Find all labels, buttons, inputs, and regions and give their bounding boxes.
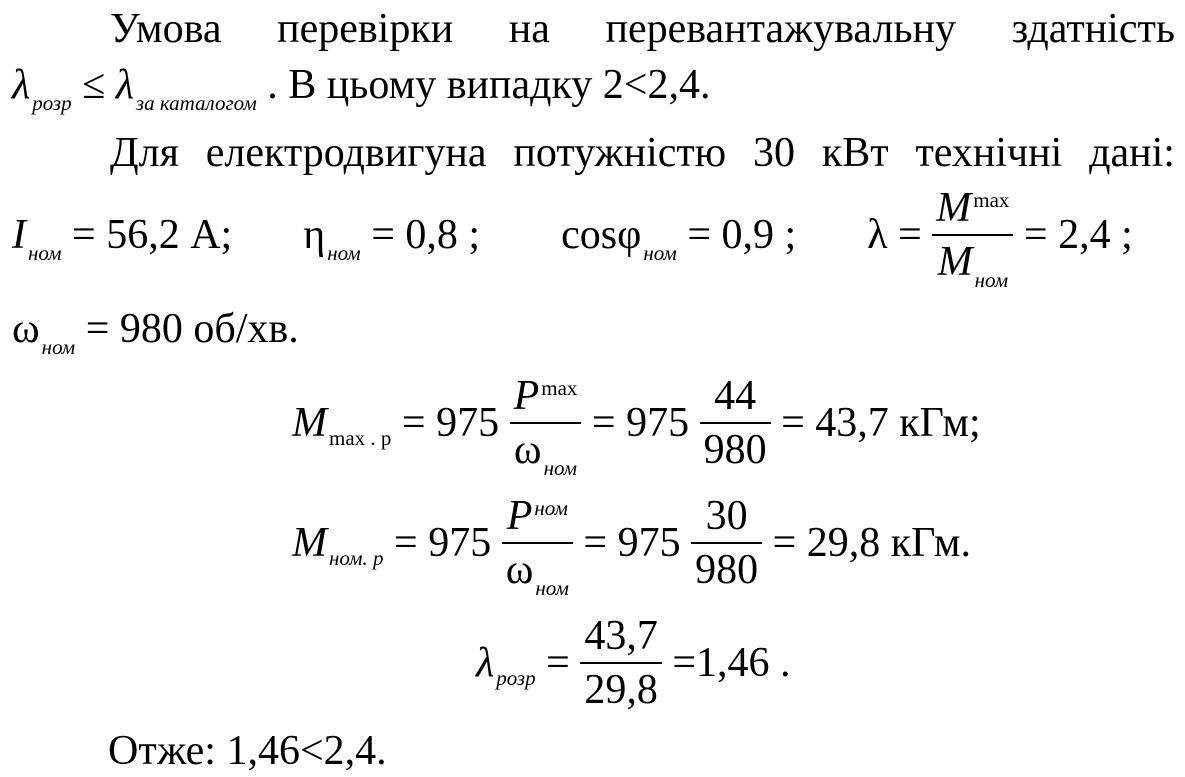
subscript-max: max <box>973 188 1010 212</box>
fraction-bar <box>700 422 771 424</box>
const-975: = 975 <box>591 400 690 447</box>
numerator: 43,7 <box>584 613 658 659</box>
power-symbol: P <box>513 373 540 419</box>
lambda-fraction <box>932 185 1013 293</box>
lambda-eq: λ = <box>867 212 933 259</box>
result: = 29,8 кГм. <box>772 520 971 567</box>
fraction-p-omega <box>510 373 582 481</box>
paragraph-2-line-1 <box>110 132 1175 174</box>
subscript-max-r: max . р <box>329 425 392 450</box>
const-975: = 975 <box>383 520 492 567</box>
leq-sign: ≤ <box>71 62 116 108</box>
fraction-bar <box>691 542 762 544</box>
omega-value: = 980 об/хв. <box>75 306 299 352</box>
word: перевірки <box>277 6 454 52</box>
word: перевантажувальну <box>605 6 957 52</box>
subscript-nom: ном <box>28 241 62 266</box>
word: потужністю <box>513 130 727 176</box>
result: = 43,7 кГм; <box>781 400 981 447</box>
word: здатність <box>1011 6 1175 52</box>
fraction-numeric <box>700 374 771 472</box>
moment-symbol: M <box>936 185 972 231</box>
lambda-value: = 2,4 ; <box>1023 212 1133 259</box>
fraction-bar <box>502 542 573 544</box>
moment-symbol: M <box>292 520 327 567</box>
word: Для <box>110 130 179 176</box>
subscript-nom: ном <box>543 456 578 481</box>
word: технічні <box>915 130 1063 176</box>
subscript-nom: ном <box>535 576 569 601</box>
equals-sign: = <box>535 640 581 687</box>
numerator: 30 <box>705 493 748 539</box>
subscript-rozr: розр <box>496 665 536 690</box>
cos-phi-symbol: cosφ <box>561 212 642 259</box>
paragraph-1-line-1 <box>110 8 1175 50</box>
current-value: = 56,2 А; <box>61 212 233 259</box>
conclusion: Отже: 1,46<2,4. <box>108 728 387 774</box>
efficiency-symbol: η <box>303 212 326 259</box>
fraction-numeric <box>691 494 762 592</box>
const-975: = 975 <box>391 400 500 447</box>
word: кВт <box>821 130 889 176</box>
lambda-symbol: λ <box>476 640 495 687</box>
subscript-max: max <box>541 376 578 400</box>
omega-symbol: ω <box>12 306 40 352</box>
moment-symbol: M <box>937 239 973 286</box>
denominator: 29,8 <box>584 667 658 714</box>
subscript-rozr: розр <box>32 91 72 115</box>
power-symbol: P <box>506 493 533 539</box>
fraction-bar <box>932 234 1013 236</box>
lambda-symbol: λ <box>12 62 31 108</box>
subscript-catalog: за каталогом <box>135 91 257 115</box>
equation-mnom <box>292 493 971 601</box>
omega-symbol: ω <box>513 427 542 474</box>
subscript-nom: ном <box>41 335 76 359</box>
tech-data-line <box>12 185 1133 293</box>
subscript-nom: ном <box>327 241 361 266</box>
fraction-numeric <box>580 614 662 712</box>
subscript-nom-r: ном. р <box>329 545 384 570</box>
cos-phi-value: = 0,9 ; <box>676 212 797 259</box>
lambda-symbol: λ <box>115 62 134 108</box>
denominator: 980 <box>695 547 759 594</box>
word: електродвигуна <box>205 130 487 176</box>
paragraph-1-line-2 <box>12 62 711 115</box>
subscript-nom: ном <box>974 268 1009 293</box>
current-symbol: I <box>12 212 26 259</box>
text-tail: . В цьому випадку 2<2,4. <box>256 62 711 108</box>
equation-lambda-rozr <box>476 614 791 712</box>
moment-symbol: M <box>292 400 327 447</box>
word: на <box>508 6 550 52</box>
omega-symbol: ω <box>505 547 534 594</box>
fraction-bar <box>510 422 582 424</box>
result: =1,46 . <box>672 640 791 687</box>
fraction-bar <box>580 662 662 664</box>
equation-mmax <box>292 373 981 481</box>
efficiency-value: = 0,8 ; <box>360 212 481 259</box>
word: дані: <box>1089 130 1175 176</box>
word: 30 <box>752 130 795 176</box>
numerator: 44 <box>714 373 757 419</box>
subscript-nom: ном <box>643 241 677 266</box>
denominator: 980 <box>703 427 767 474</box>
fraction-p-omega <box>502 493 573 601</box>
word: Умова <box>110 6 222 52</box>
subscript-nom: ном <box>534 496 568 520</box>
const-975: = 975 <box>583 520 681 567</box>
omega-line <box>12 306 299 359</box>
